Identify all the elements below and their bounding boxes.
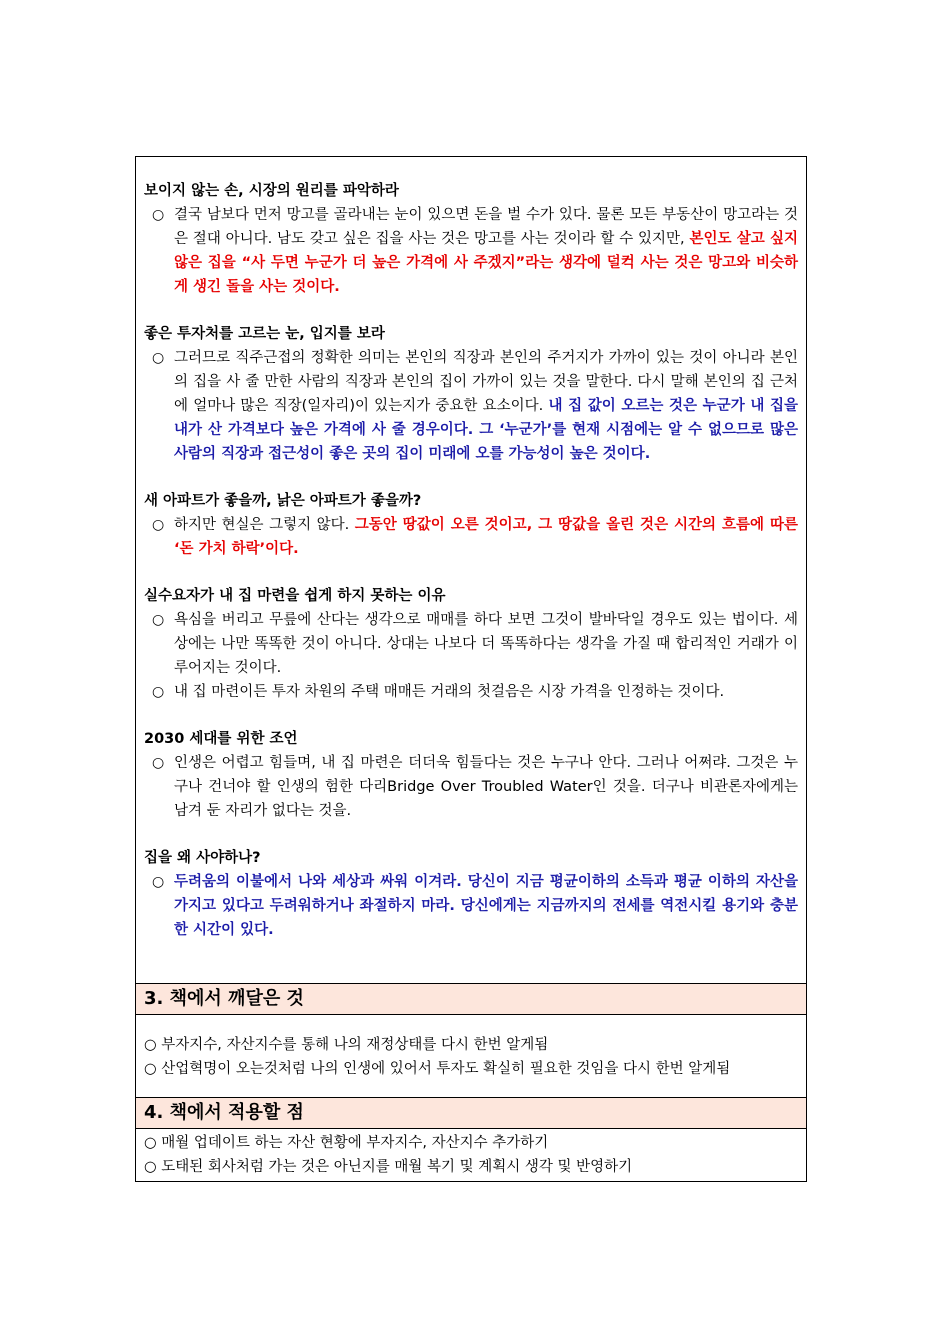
section-4-header: [136, 1097, 806, 1129]
list-item: ○ 도태된 회사처럼 가는 것은 아닌지를 매월 복기 및 계획시 생각 및 반영하기: [144, 1159, 633, 1175]
section-4-list: [136, 1131, 806, 1179]
quote-paragraph: [144, 513, 798, 561]
quote-paragraph: [144, 751, 798, 823]
section-heading: 좋은 투자처를 고르는 눈, 입지를 보라: [144, 326, 385, 342]
section-heading: 새 아파트가 좋을까, 낡은 아파트가 좋을까?: [144, 493, 422, 509]
section-heading: 실수요자가 내 집 마련을 쉽게 하지 못하는 이유: [144, 588, 446, 604]
section-heading: 보이지 않는 손, 시장의 원리를 파악하라: [144, 183, 399, 199]
list-item: ○ 부자지수, 자산지수를 통해 나의 재정상태를 다시 한번 알게됨: [144, 1037, 549, 1053]
section-gap: [144, 704, 798, 727]
section-heading: 집을 왜 사야하나?: [144, 850, 261, 866]
circle-bullet-icon: ○: [152, 755, 165, 771]
circle-bullet-icon: ○: [152, 517, 165, 533]
quote-text: 인생은 어렵고 힘들며, 내 집 마련은 더더욱 힘들다는 것은 누구나 안다. 그러나 어쩌랴. 그것은 누구나 건너야 할 인생의 험한 다리Bridge Over Troubled Water인 것을. 더구나 비관론자에게는 남겨 둔 자리가 없다는 것을.: [174, 755, 798, 819]
section-3-title: 3. 책에서 깨달은 것: [144, 988, 304, 1009]
quote-text: 하지만 현실은 그렇지 않다.: [174, 517, 355, 533]
section-gap: [144, 561, 798, 584]
quote-paragraph: [144, 608, 798, 680]
highlighted-quote-text: 두려움의 이불에서 나와 세상과 싸워 이겨라. 당신이 지금 평균이하의 소득과 평균 이하의 자산을 가지고 있다고 두려워하거나 좌절하지 마라. 당신에게는 지금까지의 전세를 역전시킬 용기와 충분한 시간이 있다.: [174, 874, 798, 938]
section-heading: 2030 세대를 위한 조언: [144, 731, 298, 747]
circle-bullet-icon: ○: [152, 207, 165, 223]
quote-paragraph: [144, 870, 798, 942]
section-4-title: 4. 책에서 적용할 점: [144, 1102, 304, 1123]
quote-text: 결국 남보다 먼저 망고를 골라내는 눈이 있으면 돈을 벌 수가 있다. 물론 모든 부동산이 망고라는 것은 절대 아니다. 남도 갖고 싶은 집을 사는 것은 망고를 사는 것이라 할 수 있지만,: [174, 207, 798, 247]
circle-bullet-icon: ○: [152, 612, 165, 628]
list-item: ○ 매월 업데이트 하는 자산 현황에 부자지수, 자산지수 추가하기: [144, 1135, 549, 1151]
section-3-list: [136, 1033, 806, 1081]
circle-bullet-icon: ○: [152, 874, 165, 890]
quote-paragraph: [144, 203, 798, 299]
circle-bullet-icon: ○: [152, 350, 165, 366]
quote-text: 내 집 마련이든 투자 차원의 주택 매매든 거래의 첫걸음은 시장 가격을 인정하는 것이다.: [174, 684, 725, 700]
quote-paragraph: [144, 346, 798, 466]
quote-text: 그러므로 직주근접의 정확한 의미는 본인의 직장과 본인의 주거지가 가까이 있는 것이 아니라 본인의 집을 사 줄 만한 사람의 직장과 본인의 집이 가까이 있는 것을 말한다. 다시 말해 본인의 집 근처에 얼마나 많은 직장(일자리)이 있는지가 중요한 요소이다.: [174, 350, 798, 414]
quote-paragraph: [144, 680, 798, 704]
highlighted-quote-text: 내 집 값이 오르는 것은 누군가 내 집을 내가 산 가격보다 높은 가격에 사 줄 경우이다. 그 ‘누군가’를 현재 시점에는 알 수 없으므로 많은 사람의 직장과 접근성이 좋은 곳의 집이 미래에 오를 가능성이 높은 것이다.: [174, 398, 798, 462]
highlighted-quote-text: 본인도 살고 싶지 않은 집을 “사 두면 누군가 더 높은 가격에 사 주겠지”라는 생각에 덜컥 사는 것은 망고와 비슷하게 생긴 돌을 사는 것이다.: [174, 231, 798, 295]
section-gap: [144, 823, 798, 846]
circle-bullet-icon: ○: [152, 684, 165, 700]
key-quotes-section: [136, 157, 806, 983]
section-3-header: [136, 983, 806, 1015]
list-item: ○ 산업혁명이 오는것처럼 나의 인생에 있어서 투자도 확실히 필요한 것임을 다시 한번 알게됨: [144, 1061, 731, 1077]
summary-table: [135, 156, 807, 1182]
highlighted-quote-text: 그동안 땅값이 오른 것이고, 그 땅값을 올린 것은 시간의 흐름에 따른 ‘돈 가치 하락’이다.: [174, 517, 798, 557]
section-gap: [144, 299, 798, 322]
section-gap: [144, 466, 798, 489]
quote-text: 욕심을 버리고 무릎에 산다는 생각으로 매매를 하다 보면 그것이 발바닥일 경우도 있는 법이다. 세상에는 나만 똑똑한 것이 아니다. 상대는 나보다 더 똑똑하다는 생각을 가질 때 합리적인 거래가 이루어지는 것이다.: [174, 612, 798, 676]
